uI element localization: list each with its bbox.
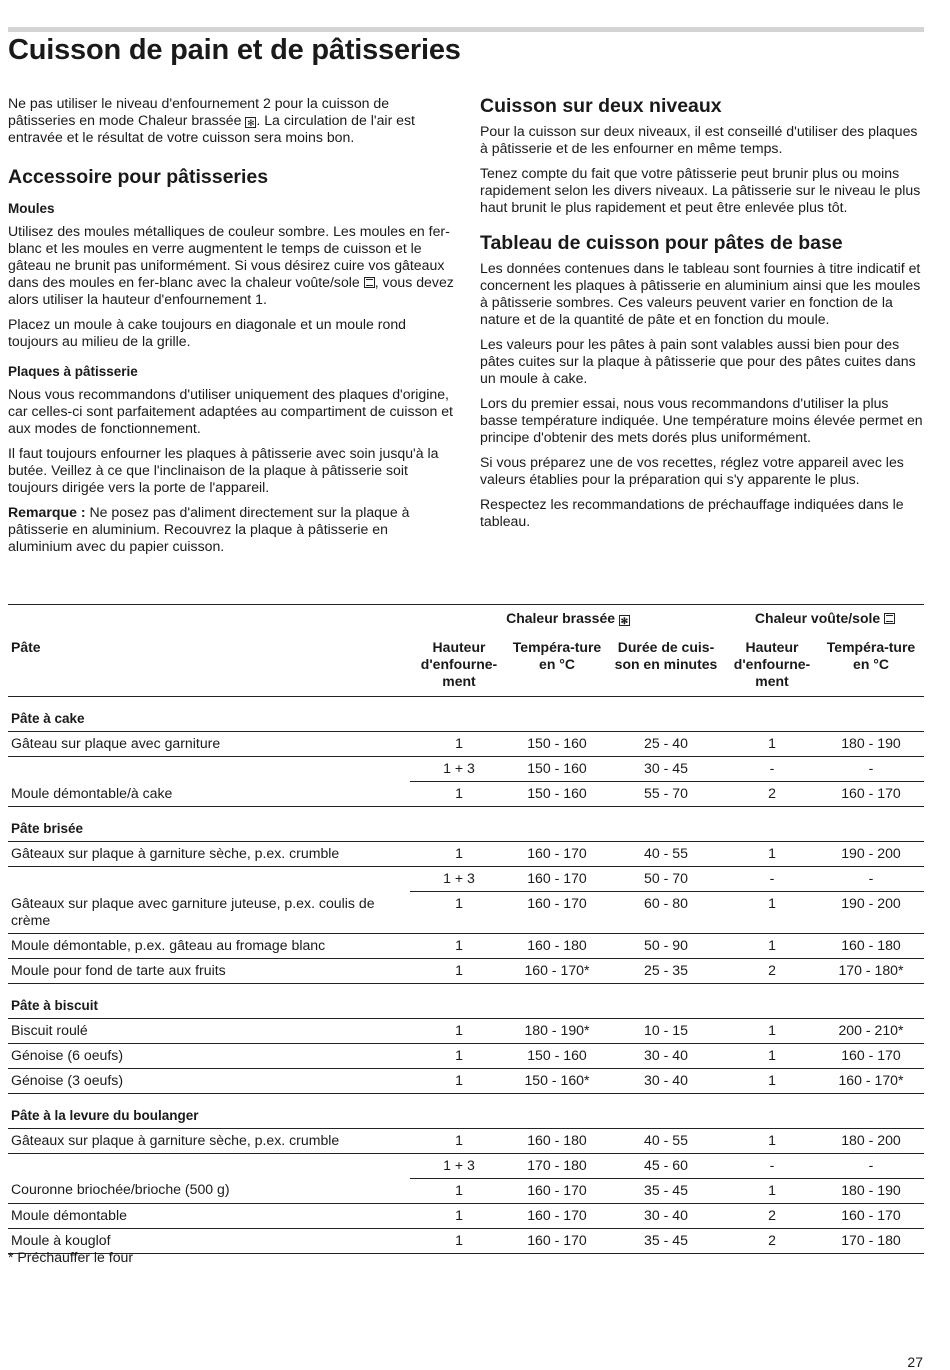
table-group-row (8, 983, 924, 1018)
cell-pate: Moule pour fond de tarte aux fruits (8, 958, 410, 983)
cell-value: 1 (726, 1068, 818, 1093)
moules-paragraph-1 (8, 223, 456, 308)
cell-value: 200 - 210* (818, 1018, 924, 1043)
group-label: Pâte à la levure du boulanger (8, 1093, 924, 1128)
cell-value: 35 - 45 (606, 1228, 726, 1253)
cell-value: 1 (410, 1178, 508, 1203)
col-header-duree: Durée de cuis-son en minutes (606, 630, 726, 697)
cell-value: 1 (726, 1178, 818, 1203)
cell-value: 2 (726, 782, 818, 807)
cell-pate: Génoise (6 oeufs) (8, 1043, 410, 1068)
cell-value: 1 (726, 933, 818, 958)
plaques-paragraph-1: Nous vous recommandons d'utiliser uniquement des plaques d'origine, car celles-ci sont parfaitement adaptées au compartiment de cuisson et aux modes de fonctionnement. (8, 386, 453, 436)
table-column-header (8, 630, 924, 697)
cell-value: 1 (410, 1228, 508, 1253)
cell-value: 40 - 55 (606, 1128, 726, 1153)
cell-value: 30 - 40 (606, 1068, 726, 1093)
cell-value: 45 - 60 (606, 1153, 726, 1178)
table-row (8, 842, 924, 867)
table-row (8, 1018, 924, 1043)
cell-value: 170 - 180* (818, 958, 924, 983)
cell-value: 2 (726, 1203, 818, 1228)
tableau-paragraph-3: Lors du premier essai, nous vous recommandons d'utiliser la plus basse température indiquée. Une température moins élevée permet en principe d'obtenir des mets dorés plus uniformément. (480, 395, 923, 445)
cell-value: 160 - 170 (818, 1043, 924, 1068)
plaques-paragraph-2: Il faut toujours enfourner les plaques à pâtisserie avec soin jusqu'à la butée. Veillez à ce que l'inclinaison de la plaque à pâtisserie soit toujours dirigée vers la porte de l'appareil. (8, 445, 439, 495)
cell-pate (8, 1153, 410, 1178)
cell-value: 1 (410, 933, 508, 958)
cell-value: 170 - 180 (508, 1153, 606, 1178)
deux-paragraph-2: Tenez compte du fait que votre pâtisserie peut brunir plus ou moins rapidement selon les divers niveaux. La pâtisserie sur le niveau le plus haut brunit le plus rapidement et peut être enlevée plus tôt. (480, 165, 921, 215)
cell-value: 2 (726, 958, 818, 983)
cell-value: 10 - 15 (606, 1018, 726, 1043)
moules-text-b: , vous devez alors utiliser la hauteur d'enfournement 1. (8, 274, 454, 307)
deux-paragraph-1: Pour la cuisson sur deux niveaux, il est conseillé d'utiliser des plaques à pâtisserie et de les enfourner en même temps. (480, 123, 918, 156)
cell-value: 25 - 35 (606, 958, 726, 983)
col-header-temperature-voute: Tempéra-ture en °C (818, 630, 924, 697)
cell-value: 1 (410, 842, 508, 867)
header-empty (8, 605, 410, 631)
cell-value: 1 (410, 1068, 508, 1093)
header-voute-label: Chaleur voûte/sole (754, 609, 881, 626)
cell-value: 180 - 190* (508, 1018, 606, 1043)
cell-value: 160 - 170 (508, 1228, 606, 1253)
cell-value: 160 - 170 (508, 892, 606, 934)
section-heading-deux-niveaux: Cuisson sur deux niveaux (480, 95, 722, 117)
tableau-paragraph-5: Respectez les recommandations de préchauffage indiquées dans le tableau. (480, 496, 904, 529)
remarque-label: Remarque : (8, 504, 86, 520)
cell-pate: Gâteau sur plaque avec garniture (8, 732, 410, 757)
cell-pate: Génoise (3 oeufs) (8, 1068, 410, 1093)
fan-icon: ✻ (620, 615, 629, 626)
table-row (8, 933, 924, 958)
header-chaleur-brassee (410, 605, 726, 631)
cell-pate (8, 757, 410, 782)
table-row (8, 958, 924, 983)
cell-value: 50 - 90 (606, 933, 726, 958)
cell-value: 1 (726, 1043, 818, 1068)
intro-text-b: . La circulation de l'air est entravée et le résultat de votre cuisson sera moins bon. (8, 112, 415, 145)
cell-value: 160 - 180 (508, 933, 606, 958)
col-header-pate: Pâte (8, 630, 410, 697)
cell-pate: Moule démontable, p.ex. gâteau au fromage blanc (8, 933, 410, 958)
cell-pate: Moule démontable (8, 1203, 410, 1228)
cell-pate: Moule démontable/à cake (8, 782, 410, 807)
cell-value: 170 - 180 (818, 1228, 924, 1253)
cell-value: 1 (726, 732, 818, 757)
left-column (8, 95, 456, 563)
cell-pate: Moule à kouglof (8, 1228, 410, 1253)
cell-value: 190 - 200 (818, 842, 924, 867)
footnote: * Préchauffer le four (8, 1249, 134, 1265)
tableau-paragraph-1: Les données contenues dans le tableau sont fournies à titre indicatif et concernent les plaques à pâtisserie en aluminium ainsi que les moules à pâtisserie sombres. Ces valeurs peuvent varier en fonction de la nature et de la quantité de pâte et en fonction du moule. (480, 260, 921, 327)
table-row (8, 1043, 924, 1068)
table-row (8, 1153, 924, 1178)
cell-value: 1 + 3 (410, 757, 508, 782)
cell-pate: Gâteaux sur plaque avec garniture juteuse, p.ex. coulis de crème (8, 892, 410, 934)
table-row (8, 1228, 924, 1253)
cell-value: 30 - 40 (606, 1043, 726, 1068)
cell-value: 160 - 180 (508, 1128, 606, 1153)
cell-value: 30 - 45 (606, 757, 726, 782)
cell-value: 55 - 70 (606, 782, 726, 807)
group-label: Pâte à biscuit (8, 983, 924, 1018)
cell-value: - (726, 867, 818, 892)
subheading-plaques: Plaques à pâtisserie (8, 364, 138, 379)
table-row (8, 1203, 924, 1228)
cell-value: 2 (726, 1228, 818, 1253)
remarque-text: Ne posez pas d'aliment directement sur la plaque à pâtisserie en aluminium. Recouvrez la plaque à pâtisserie en aluminium avec du papier cuisson. (8, 504, 410, 554)
cell-pate (8, 867, 410, 892)
cell-value: 1 (410, 892, 508, 934)
cell-value: 1 + 3 (410, 867, 508, 892)
cell-value: 1 (410, 1018, 508, 1043)
col-header-hauteur: Hauteur d'enfourne-ment (410, 630, 508, 697)
moules-text-a: Utilisez des moules métalliques de couleur sombre. Les moules en fer-blanc et les moules en verre augmentent le temps de cuisson et le gâteau ne brunit pas uniformément. Si vous désirez cuire vos gâteaux dans des moules en fer-blanc avec la chaleur voûte/sole (8, 223, 450, 290)
cell-value: 180 - 200 (818, 1128, 924, 1153)
cell-value: - (818, 1153, 924, 1178)
section-heading-tableau: Tableau de cuisson pour pâtes de base (480, 232, 843, 254)
cell-value: 150 - 160 (508, 757, 606, 782)
section-heading-accessoire: Accessoire pour pâtisseries (8, 166, 269, 188)
cell-value: 50 - 70 (606, 867, 726, 892)
moules-paragraph-2: Placez un moule à cake toujours en diagonale et un moule rond toujours au milieu de la grille. (8, 316, 407, 349)
cell-value: 160 - 170 (818, 782, 924, 807)
cell-value: 190 - 200 (818, 892, 924, 934)
cell-value: 1 (410, 1203, 508, 1228)
table-row (8, 867, 924, 892)
cell-value: 150 - 160 (508, 732, 606, 757)
cell-value: 30 - 40 (606, 1203, 726, 1228)
table-row (8, 1068, 924, 1093)
fan-icon: ✻ (247, 118, 255, 128)
table-row (8, 732, 924, 757)
cell-value: 1 (410, 782, 508, 807)
cell-value: 160 - 170* (818, 1068, 924, 1093)
cell-value: 1 (410, 1043, 508, 1068)
page-number: 27 (907, 1354, 923, 1370)
table-row (8, 1178, 924, 1203)
cell-value: - (818, 867, 924, 892)
cell-value: - (726, 757, 818, 782)
cell-value: 160 - 170 (508, 1203, 606, 1228)
col-header-temperature: Tempéra-ture en °C (508, 630, 606, 697)
table-body (8, 697, 924, 1254)
header-brassee-label: Chaleur brassée (506, 609, 616, 626)
cell-value: 1 (410, 1128, 508, 1153)
col-header-hauteur-voute: Hauteur d'enfourne-ment (726, 630, 818, 697)
table-group-header (8, 605, 924, 631)
cell-value: 150 - 160 (508, 1043, 606, 1068)
table-row (8, 757, 924, 782)
tableau-paragraph-2: Les valeurs pour les pâtes à pain sont valables aussi bien pour des pâtes cuites sur la plaque à pâtisserie que pour des pâtes cuites dans un moule à cake. (480, 336, 916, 386)
cell-pate: Gâteaux sur plaque à garniture sèche, p.ex. crumble (8, 1128, 410, 1153)
cell-pate: Gâteaux sur plaque à garniture sèche, p.ex. crumble (8, 842, 410, 867)
cell-value: 1 (726, 1128, 818, 1153)
intro-paragraph (8, 95, 456, 146)
table-group-row (8, 807, 924, 842)
cell-value: 1 (410, 958, 508, 983)
baking-table (8, 604, 924, 1254)
cell-value: 160 - 180 (818, 933, 924, 958)
cell-value: 160 - 170* (508, 958, 606, 983)
cell-value: 180 - 190 (818, 1178, 924, 1203)
cell-value: 160 - 170 (508, 867, 606, 892)
cell-value: - (818, 757, 924, 782)
top-bottom-heat-icon (364, 277, 375, 288)
cell-value: 1 (726, 842, 818, 867)
cell-value: 180 - 190 (818, 732, 924, 757)
header-chaleur-voute (726, 605, 924, 631)
cell-value: 40 - 55 (606, 842, 726, 867)
cell-value: 35 - 45 (606, 1178, 726, 1203)
cell-value: 150 - 160 (508, 782, 606, 807)
header-rule (8, 27, 924, 32)
cell-value: 150 - 160* (508, 1068, 606, 1093)
top-bottom-heat-icon (884, 613, 895, 624)
cell-pate: Couronne briochée/brioche (500 g) (8, 1178, 410, 1203)
page-title: Cuisson de pain et de pâtisseries (8, 34, 461, 66)
remarque-paragraph (8, 504, 456, 555)
subheading-moules: Moules (8, 201, 55, 216)
cell-value: 25 - 40 (606, 732, 726, 757)
tableau-paragraph-4: Si vous préparez une de vos recettes, réglez votre appareil avec les valeurs établies pour la préparation qui s'y apparente le plus. (480, 454, 904, 487)
table-group-row (8, 697, 924, 732)
cell-value: 1 (726, 1018, 818, 1043)
cell-value: 160 - 170 (508, 842, 606, 867)
cell-value: 60 - 80 (606, 892, 726, 934)
cell-value: 160 - 170 (818, 1203, 924, 1228)
group-label: Pâte à cake (8, 697, 924, 732)
table-row (8, 1128, 924, 1153)
right-column (480, 95, 924, 538)
cell-value: - (726, 1153, 818, 1178)
cell-pate: Biscuit roulé (8, 1018, 410, 1043)
cell-value: 160 - 170 (508, 1178, 606, 1203)
table-group-row (8, 1093, 924, 1128)
table-row (8, 782, 924, 807)
group-label: Pâte brisée (8, 807, 924, 842)
cell-value: 1 (726, 892, 818, 934)
cell-value: 1 + 3 (410, 1153, 508, 1178)
intro-text-a: Ne pas utiliser le niveau d'enfournement 2 pour la cuisson de pâtisseries en mode Chaleur brassée (8, 95, 390, 128)
cell-value: 1 (410, 732, 508, 757)
table-row (8, 892, 924, 934)
